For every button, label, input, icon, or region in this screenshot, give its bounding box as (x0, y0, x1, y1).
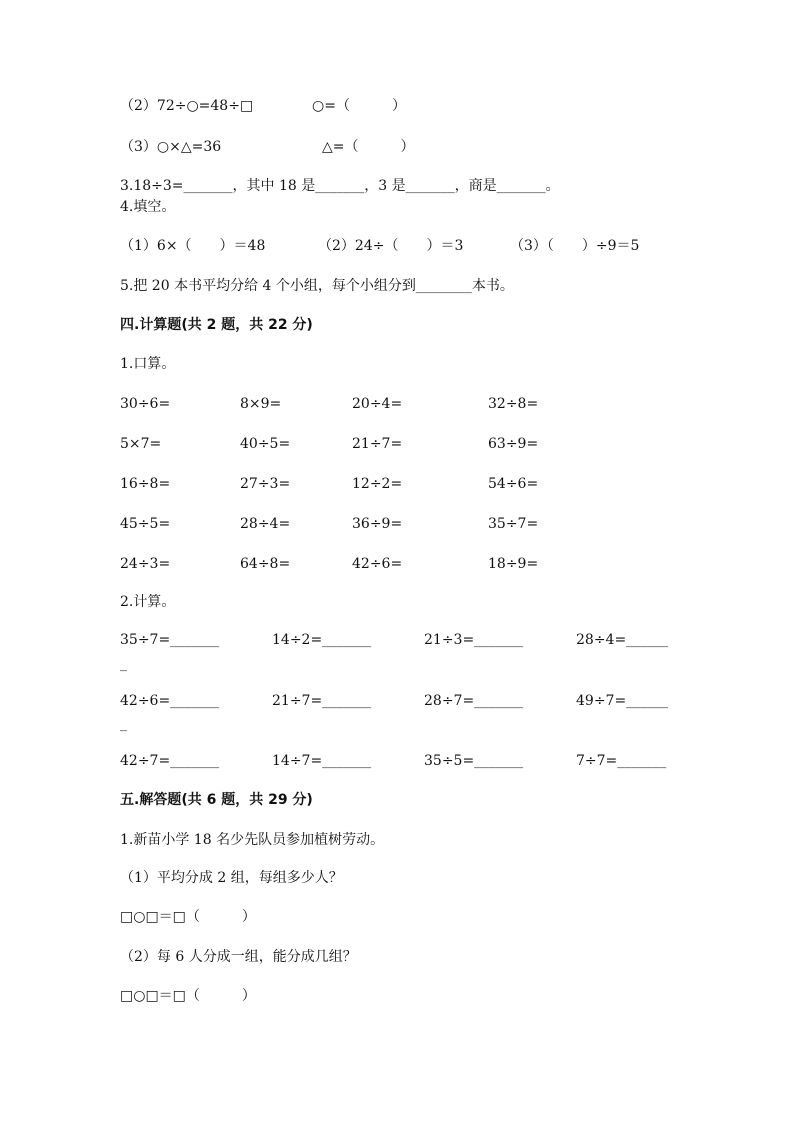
question-5-1-1: （1）平均分成 2 组，每组多少人？ (120, 870, 343, 886)
calc-item: 42÷6=_______ (120, 693, 220, 709)
oral-item: 20÷4= (352, 396, 403, 412)
section-5-heading: 五.解答题(共 6 题，共 29 分) (120, 792, 313, 808)
calc-item: 14÷2=_______ (272, 632, 372, 648)
calc-item: 28÷7=_______ (424, 693, 524, 709)
q3-2-answer: ○=（ ） (312, 98, 406, 114)
calc-item: 21÷7=_______ (272, 693, 372, 709)
oral-item: 27÷3= (240, 476, 291, 492)
question-3-3: 3.18÷3=_______，其中 18 是_______，3 是_______，商是_______。 (120, 178, 560, 194)
calc-item: 35÷7=_______ (120, 632, 220, 648)
oral-item: 36÷9= (352, 516, 403, 532)
oral-item: 32÷8= (488, 396, 539, 412)
q3-3-text: （3）○×△=36 (120, 139, 222, 155)
question-5-1: 1.新苗小学 18 名少先队员参加植树劳动。 (120, 832, 385, 848)
wrap-mark: _ (120, 716, 127, 732)
calc-item: 21÷3=_______ (424, 632, 524, 648)
q3-3-answer: △=（ ） (322, 139, 415, 155)
wrap-mark: _ (120, 656, 127, 672)
oral-item: 30÷6= (120, 396, 171, 412)
oral-item: 63÷9= (488, 436, 539, 452)
calc-item: 7÷7=_______ (576, 753, 667, 769)
oral-item: 42÷6= (352, 556, 403, 572)
oral-item: 45÷5= (120, 516, 171, 532)
calc-item: 49÷7=______ (576, 693, 669, 709)
fill-item-1: （1）6×（ ）＝48 (120, 238, 266, 254)
question-3-4-title: 4.填空。 (120, 199, 176, 215)
equation-5-1-1: □○□＝□（ ） (120, 909, 256, 925)
fill-item-2: （2）24÷（ ）＝3 (318, 238, 464, 254)
q3-2-text: （2）72÷○=48÷□ (120, 98, 254, 114)
oral-item: 35÷7= (488, 516, 539, 532)
calc-item: 28÷4=______ (576, 632, 669, 648)
oral-item: 12÷2= (352, 476, 403, 492)
oral-item: 21÷7= (352, 436, 403, 452)
oral-item: 16÷8= (120, 476, 171, 492)
fill-item-3: （3）（ ）÷9＝5 (510, 238, 640, 254)
calc-item: 42÷7=_______ (120, 753, 220, 769)
equation-5-1-2: □○□＝□（ ） (120, 988, 256, 1004)
oral-item: 5×7= (120, 436, 162, 452)
oral-title: 1.口算。 (120, 356, 176, 372)
oral-item: 40÷5= (240, 436, 291, 452)
oral-item: 54÷6= (488, 476, 539, 492)
oral-item: 64÷8= (240, 556, 291, 572)
section-4-heading: 四.计算题(共 2 题，共 22 分) (120, 317, 313, 333)
oral-item: 28÷4= (240, 516, 291, 532)
oral-item: 24÷3= (120, 556, 171, 572)
calc-item: 35÷5=_______ (424, 753, 524, 769)
calc-title: 2.计算。 (120, 594, 176, 610)
calc-item: 14÷7=_______ (272, 753, 372, 769)
question-3-5: 5.把 20 本书平均分给 4 个小组，每个小组分到________本书。 (120, 278, 514, 294)
oral-item: 8×9= (240, 396, 282, 412)
oral-item: 18÷9= (488, 556, 539, 572)
question-5-1-2: （2）每 6 人分成一组，能分成几组？ (120, 949, 357, 965)
